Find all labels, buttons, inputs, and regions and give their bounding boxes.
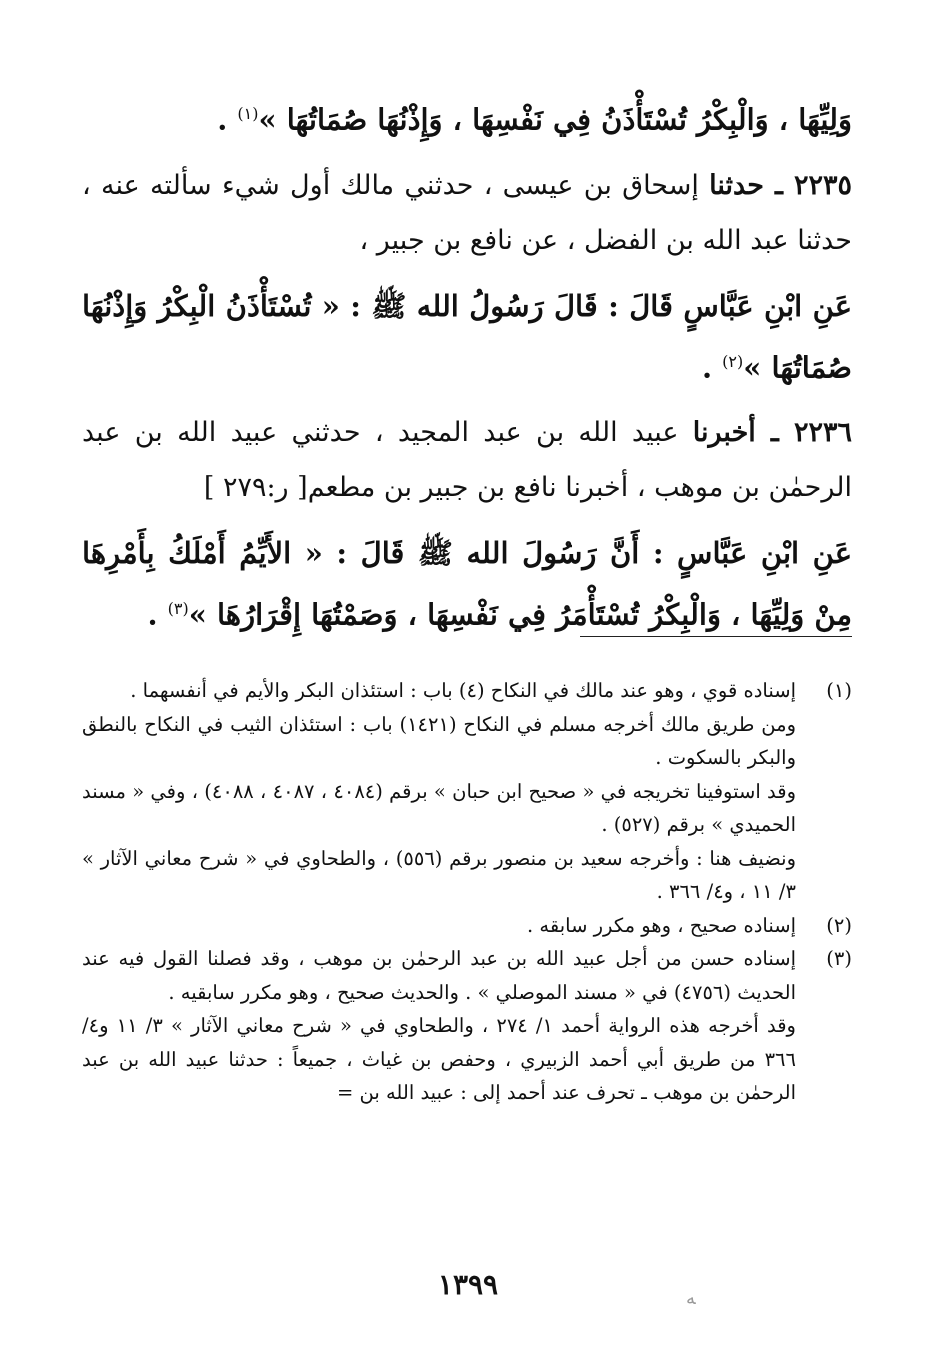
footnotes xyxy=(82,674,852,1110)
hadith-continuation: وَلِيِّهَا ، وَالْبِكْرُ تُسْتَأْذَنُ فِي نَفْسِهَا ، وَإِذْنُهَا صُمَاتُهَا »$^{(١)}$ . xyxy=(217,102,852,137)
footnote-text: وقد استوفينا تخريجه في « صحيح ابن حبان » برقم (٤٠٨٤ ، ٤٠٨٧ ، ٤٠٨٨) ، وفي « مسند الحميدي » برقم (٥٢٧) . xyxy=(82,779,796,836)
footnote-ref: (٢) xyxy=(722,351,744,371)
hadith-2235: عَنِ ابْنِ عَبَّاسٍ قَالَ : قَالَ رَسُولُ الله ﷺ : « تُسْتَأْذَنُ الْبِكْرُ وَإِذْنُهَا صُمَاتُهَا »$^{(٢)}$ . xyxy=(82,288,852,385)
footnote-number: (١) xyxy=(826,679,852,702)
footnote-text: إسناده قوي ، وهو عند مالك في النكاح (٤) باب : استئذان البكر والأيم في أنفسهما . xyxy=(130,679,796,702)
footnote-divider xyxy=(580,636,852,637)
footnote-3 xyxy=(82,942,852,1110)
footnote-number: (٣) xyxy=(826,947,852,970)
hadith-number: ٢٢٣٥ ـ xyxy=(774,169,852,201)
footnote-2 xyxy=(82,909,852,943)
hadith-text: وَلِيِّهَا ، وَالْبِكْرُ تُسْتَأْذَنُ فِي نَفْسِهَا ، وَإِذْنُهَا صُمَاتُهَا » xyxy=(258,102,852,137)
isnad-2236 xyxy=(82,405,852,515)
hadith-text: عَنِ ابْنِ عَبَّاسٍ قَالَ : قَالَ رَسُولُ الله ﷺ : « تُسْتَأْذَنُ الْبِكْرُ وَإِذْنُهَا صُمَاتُهَا » xyxy=(82,288,852,385)
footnote-ref: (٣) xyxy=(167,599,189,619)
page-number: ١٣٩٩ xyxy=(437,1268,499,1301)
footnote-number: (٢) xyxy=(826,913,852,937)
footnote-text: إسناده حسن من أجل عبيد الله بن عبد الرحمٰن بن موهب ، وقد فصلنا القول فيه عند الحديث (٤٧٥٦) في « مسند الموصلي » . والحديث صحيح ، وهو مكرر سابقيه . xyxy=(82,947,796,1004)
footnote-text: إسناده صحيح ، وهو مكرر سابقه . xyxy=(527,913,796,937)
footnote-text: ومن طريق مالك أخرجه مسلم في النكاح (١٤٢١) باب : استئذان الثيب في النكاح بالنطق والبكر بالسكوت . xyxy=(82,712,796,769)
pencil-mark: ﻪ xyxy=(686,1288,696,1309)
narration-verb: حدثنا xyxy=(709,169,775,201)
footnote-1 xyxy=(82,674,852,909)
narration-verb: أخبرنا xyxy=(692,417,771,449)
footnote-text: وقد أخرجه هذه الرواية أحمد ١/ ٢٧٤ ، والطحاوي في « شرح معاني الآثار » ٣/ ١١ و٤/ ٣٦٦ من طريق أبي أحمد الزبيري ، وحفص بن غياث ، جميعاً : حدثنا عبيد الله بن عبد الرحمٰن بن موهب ـ تحرف عند أحمد إلى : عبيد الله بن = xyxy=(82,1014,796,1104)
isnad-2235 xyxy=(82,158,852,268)
isnad-text: عبيد الله بن عبد المجيد ، حدثني عبيد الله بن عبد الرحمٰن بن موهب ، أخبرنا نافع بن جبير بن مطعم[ ر:٢٧٩ ] xyxy=(82,417,852,504)
hadith-text: عَنِ ابْنِ عَبَّاسٍ : أَنَّ رَسُولَ الله ﷺ قَالَ : « الأَيِّمُ أَمْلَكُ بِأَمْرِهَا مِنْ وَلِيِّهَا ، وَالْبِكْرُ تُسْتَأْمَرُ فِي نَفْسِهَا ، وَصَمْتُهَا إِقْرَارُهَا » xyxy=(82,536,852,632)
footnote-ref: (١) xyxy=(237,104,259,123)
main-text xyxy=(82,84,852,643)
hadith-2236: عَنِ ابْنِ عَبَّاسٍ : أَنَّ رَسُولَ الله ﷺ قَالَ : « الأَيِّمُ أَمْلَكُ بِأَمْرِهَا مِنْ وَلِيِّهَا ، وَالْبِكْرُ تُسْتَأْمَرُ فِي نَفْسِهَا ، وَصَمْتُهَا إِقْرَارُهَا »$^{(٣)}$ . xyxy=(82,536,852,632)
isnad-text: إسحاق بن عيسى ، حدثني مالك أول شيء سألته عنه ، حدثنا عبد الله بن الفضل ، عن نافع بن جبير ، xyxy=(82,169,852,256)
footnote-text: ونضيف هنا : وأخرجه سعيد بن منصور برقم (٥٥٦) ، والطحاوي في « شرح معاني الآثار » ٣/ ١١ ، و٤/ ٣٦٦ . xyxy=(82,846,796,903)
hadith-number: ٢٢٣٦ ـ xyxy=(770,417,852,449)
